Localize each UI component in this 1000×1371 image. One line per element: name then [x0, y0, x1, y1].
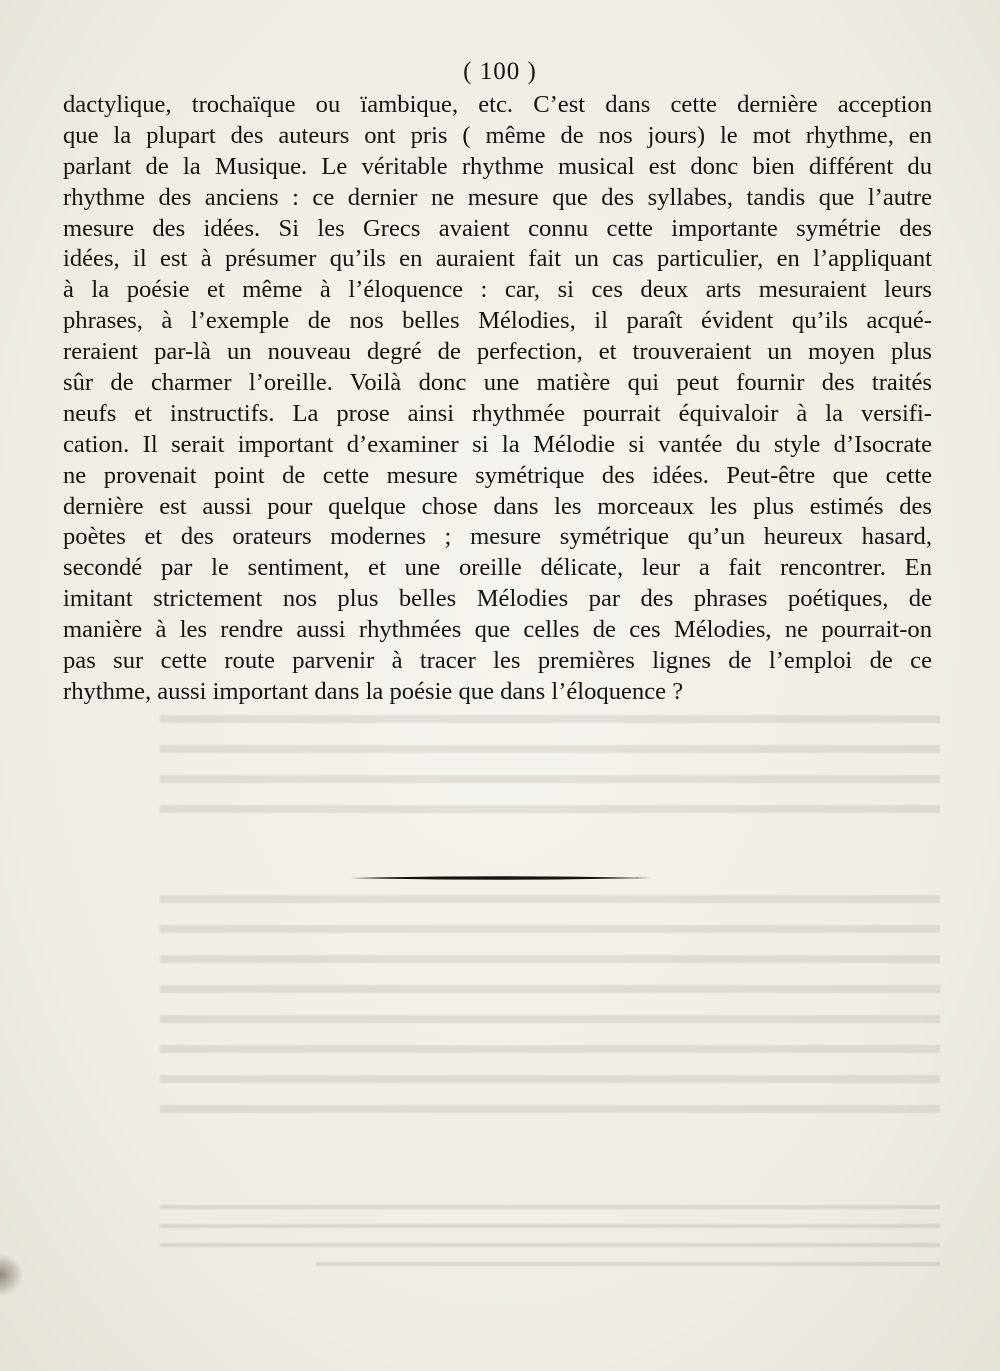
text-line: phrases, à l’exemple de nos belles Mélodies, il paraît évident qu’ils acqué-	[63, 307, 932, 335]
text-line: cation. Il serait important d’examiner si la Mélodie si vantée du style d’Isocrate	[63, 430, 932, 458]
bleed-through-footnote: ▬▬▬▬▬▬▬▬▬▬▬▬▬▬▬▬▬▬▬▬▬▬▬▬▬▬▬▬▬▬▬▬▬▬▬▬▬▬▬▬▬▬▬▬▬▬▬▬▬▬▬▬▬▬▬▬▬▬▬▬ ▬▬▬▬▬▬▬▬▬▬▬▬▬▬▬▬▬▬▬▬▬▬▬▬▬▬▬▬▬▬▬▬▬▬▬▬▬▬▬▬▬▬▬▬▬▬▬▬▬▬▬▬▬▬▬▬▬▬▬▬ ▬▬▬▬▬▬▬▬▬▬▬▬▬▬▬▬▬▬▬▬▬▬▬▬▬▬▬▬▬▬▬▬▬▬▬▬▬▬▬▬▬▬▬▬▬▬▬▬▬▬▬▬▬▬▬▬▬▬▬▬ ▬▬▬▬▬▬▬▬▬▬▬▬▬▬▬▬▬▬▬▬▬▬▬▬▬▬▬▬▬▬▬▬▬▬▬▬▬▬▬▬▬▬▬▬▬▬▬▬	[160, 1197, 940, 1269]
text-line: que la plupart des auteurs ont pris ( même de nos jours) le mot rhythme, en	[63, 121, 932, 149]
text-line: sûr de charmer l’oreille. Voilà donc une matière qui peut fournir des traités	[63, 369, 932, 397]
page-number: ( 100 )	[463, 58, 537, 85]
text-line: neufs et instructifs. La prose ainsi rhythmée pourrait équivaloir à la versifi-	[63, 399, 932, 427]
text-line: à la poésie et même à l’éloquence : car, si ces deux arts mesuraient leurs	[63, 276, 932, 304]
text-line: rhythme des anciens : ce dernier ne mesure que des syllabes, tandis que l’autre	[63, 183, 932, 211]
page-edge-stain	[0, 1255, 22, 1295]
bleed-through-middle: ▬▬▬▬▬▬▬▬▬▬▬▬▬▬▬▬▬▬▬▬▬▬▬▬▬▬▬▬▬▬ ▬▬▬▬▬▬▬▬▬▬▬▬▬▬▬▬▬▬▬▬▬▬▬▬▬▬▬▬▬▬ ▬▬▬▬▬▬▬▬▬▬▬▬▬▬▬▬▬▬▬▬▬▬▬▬▬▬▬▬▬▬ ▬▬▬▬▬▬▬▬▬▬▬▬▬▬▬▬▬▬▬▬▬▬▬▬▬▬▬▬▬▬ ▬▬▬▬▬▬▬▬▬▬▬▬▬▬▬▬▬▬▬▬▬▬▬▬▬▬▬▬▬▬ ▬▬▬▬▬▬▬▬▬▬▬▬▬▬▬▬▬▬▬▬▬▬▬▬▬▬▬▬▬▬ ▬▬▬▬▬▬▬▬▬▬▬▬▬▬▬▬▬▬▬▬▬▬▬▬▬▬▬▬▬▬ ▬▬▬▬▬▬▬▬▬▬▬▬▬▬▬▬▬▬▬▬▬▬▬▬▬▬▬▬▬▬	[160, 880, 940, 1119]
text-line: dernière est aussi pour quelque chose dans les morceaux les plus estimés des	[63, 492, 932, 520]
text-line: dactylique, trochaïque ou ïambique, etc. C’est dans cette dernière acception	[63, 91, 932, 118]
text-line: mesure des idées. Si les Grecs avaient connu cette importante symétrie des	[63, 214, 932, 242]
text-line-last: rhythme, aussi important dans la poésie que dans l’éloquence ?	[63, 677, 684, 705]
text-line: ne provenait point de cette mesure symétrique des idées. Peut-être que cette	[63, 461, 932, 489]
text-line: poètes et des orateurs modernes ; mesure symétrique qu’un heureux hasard,	[63, 523, 932, 551]
text-line: manière à les rendre aussi rhythmées que celles de ces Mélodies, ne pourrait-on	[63, 616, 932, 644]
text-line: pas sur cette route parvenir à tracer les premières lignes de l’emploi de ce	[63, 647, 932, 675]
text-line: idées, il est à présumer qu’ils en auraient fait un cas particulier, en l’appliquant	[63, 245, 932, 273]
text-line: secondé par le sentiment, et une oreille délicate, leur a fait rencontrer. En	[63, 554, 932, 582]
bleed-through-top: ▬▬▬▬▬▬▬▬▬▬▬▬▬▬▬▬▬▬▬▬▬▬▬▬▬▬▬▬▬▬ ▬▬▬▬▬▬▬▬▬▬▬▬▬▬▬▬▬▬▬▬▬▬▬▬▬▬▬▬▬▬ ▬▬▬▬▬▬▬▬▬▬▬▬▬▬▬▬▬▬▬▬▬▬▬▬▬▬▬▬▬▬ ▬▬▬▬▬▬▬▬▬▬▬▬▬▬▬▬▬▬▬▬▬▬▬▬▬▬▬▬▬▬	[160, 700, 940, 819]
text-line: parlant de la Musique. Le véritable rhythme musical est donc bien différent du	[63, 152, 932, 180]
ornamental-rule	[350, 876, 650, 880]
text-line: imitant strictement nos plus belles Mélodies par des phrases poétiques, de	[63, 585, 932, 613]
body-paragraph	[63, 90, 932, 708]
text-line: reraient par-là un nouveau degré de perfection, et trouveraient un moyen plus	[63, 338, 932, 366]
